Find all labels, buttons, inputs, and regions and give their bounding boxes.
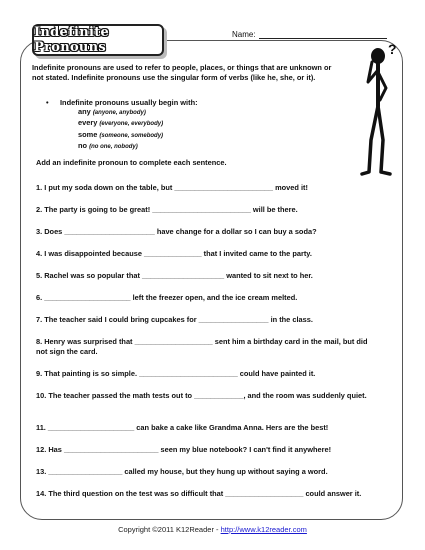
question-7: 7. The teacher said I could bring cupcakes for _________________ in the class. xyxy=(36,315,313,324)
intro-text: Indefinite pronouns are used to refer to people, places, or things that are unknown or not stated. Indefinite pronouns use the singular form of verbs (like he, she, or it). xyxy=(32,63,332,82)
question-2: 2. The party is going to be great! ________________________ will be there. xyxy=(36,205,298,214)
question-1: 1. I put my soda down on the table, but ________________________ moved it! xyxy=(36,183,308,192)
svg-text:?: ? xyxy=(388,41,397,57)
question-8: 8. Henry was surprised that ___________________ sent him a birthday card in the mail, but did not sign the card. xyxy=(36,337,368,356)
question-12: 12. Has _______________________ seen my blue notebook? I can't find it anywhere! xyxy=(36,445,332,454)
question-3: 3. Does ______________________ have change for a dollar so I can buy a soda? xyxy=(36,227,317,236)
thinking-figure-icon xyxy=(358,40,404,180)
rule-word: no xyxy=(78,140,88,150)
rule-word: any xyxy=(78,107,91,117)
question-14: 14. The third question on the test was so difficult that ___________________ could answer it. xyxy=(36,489,362,498)
question-10: 10. The teacher passed the math tests out to ____________, and the room was suddenly quiet. xyxy=(36,391,367,400)
rule-item xyxy=(78,107,198,118)
worksheet-title-box xyxy=(32,24,164,56)
bullet-icon: • xyxy=(46,98,49,107)
name-field-row xyxy=(232,30,387,39)
question-4: 4. I was disappointed because ______________ that I invited came to the party. xyxy=(36,249,312,258)
directions-text: Add an indefinite pronoun to complete each sentence. xyxy=(36,158,227,167)
question-5: 5. Rachel was so popular that ____________________ wanted to sit next to her. xyxy=(36,271,313,280)
rule-examples: (anyone, anybody) xyxy=(92,110,146,117)
question-6: 6. _____________________ left the freezer open, and the ice cream melted. xyxy=(36,293,298,302)
rule-box xyxy=(46,98,198,152)
rule-item xyxy=(78,118,198,129)
name-line xyxy=(259,30,387,39)
rule-word: every xyxy=(78,118,98,128)
worksheet-title: Indefinite Pronouns xyxy=(34,25,110,55)
rule-examples: (no one, nobody) xyxy=(89,143,138,150)
question-13: 13. __________________ called my house, but they hung up without saying a word. xyxy=(36,467,328,476)
name-label: Name: xyxy=(232,30,256,39)
rule-item xyxy=(78,141,198,152)
rule-item xyxy=(78,130,198,141)
question-9: 9. That painting is so simple. ________________________ could have painted it. xyxy=(36,369,316,378)
question-11: 11. _____________________ can bake a cake like Grandma Anna. Hers are the best! xyxy=(36,423,329,432)
rule-word: some xyxy=(78,129,98,139)
intro-block xyxy=(30,63,375,82)
rule-heading: Indefinite pronouns usually begin with: xyxy=(60,98,198,107)
rule-heading-row xyxy=(46,98,198,107)
footer-copyright xyxy=(0,525,425,534)
k12reader-link[interactable]: http://www.k12reader.com xyxy=(220,525,307,534)
rule-examples: (someone, somebody) xyxy=(99,132,164,139)
copyright-text: Copyright ©2011 K12Reader - xyxy=(118,525,221,534)
rule-examples: (everyone, everybody) xyxy=(99,121,164,128)
